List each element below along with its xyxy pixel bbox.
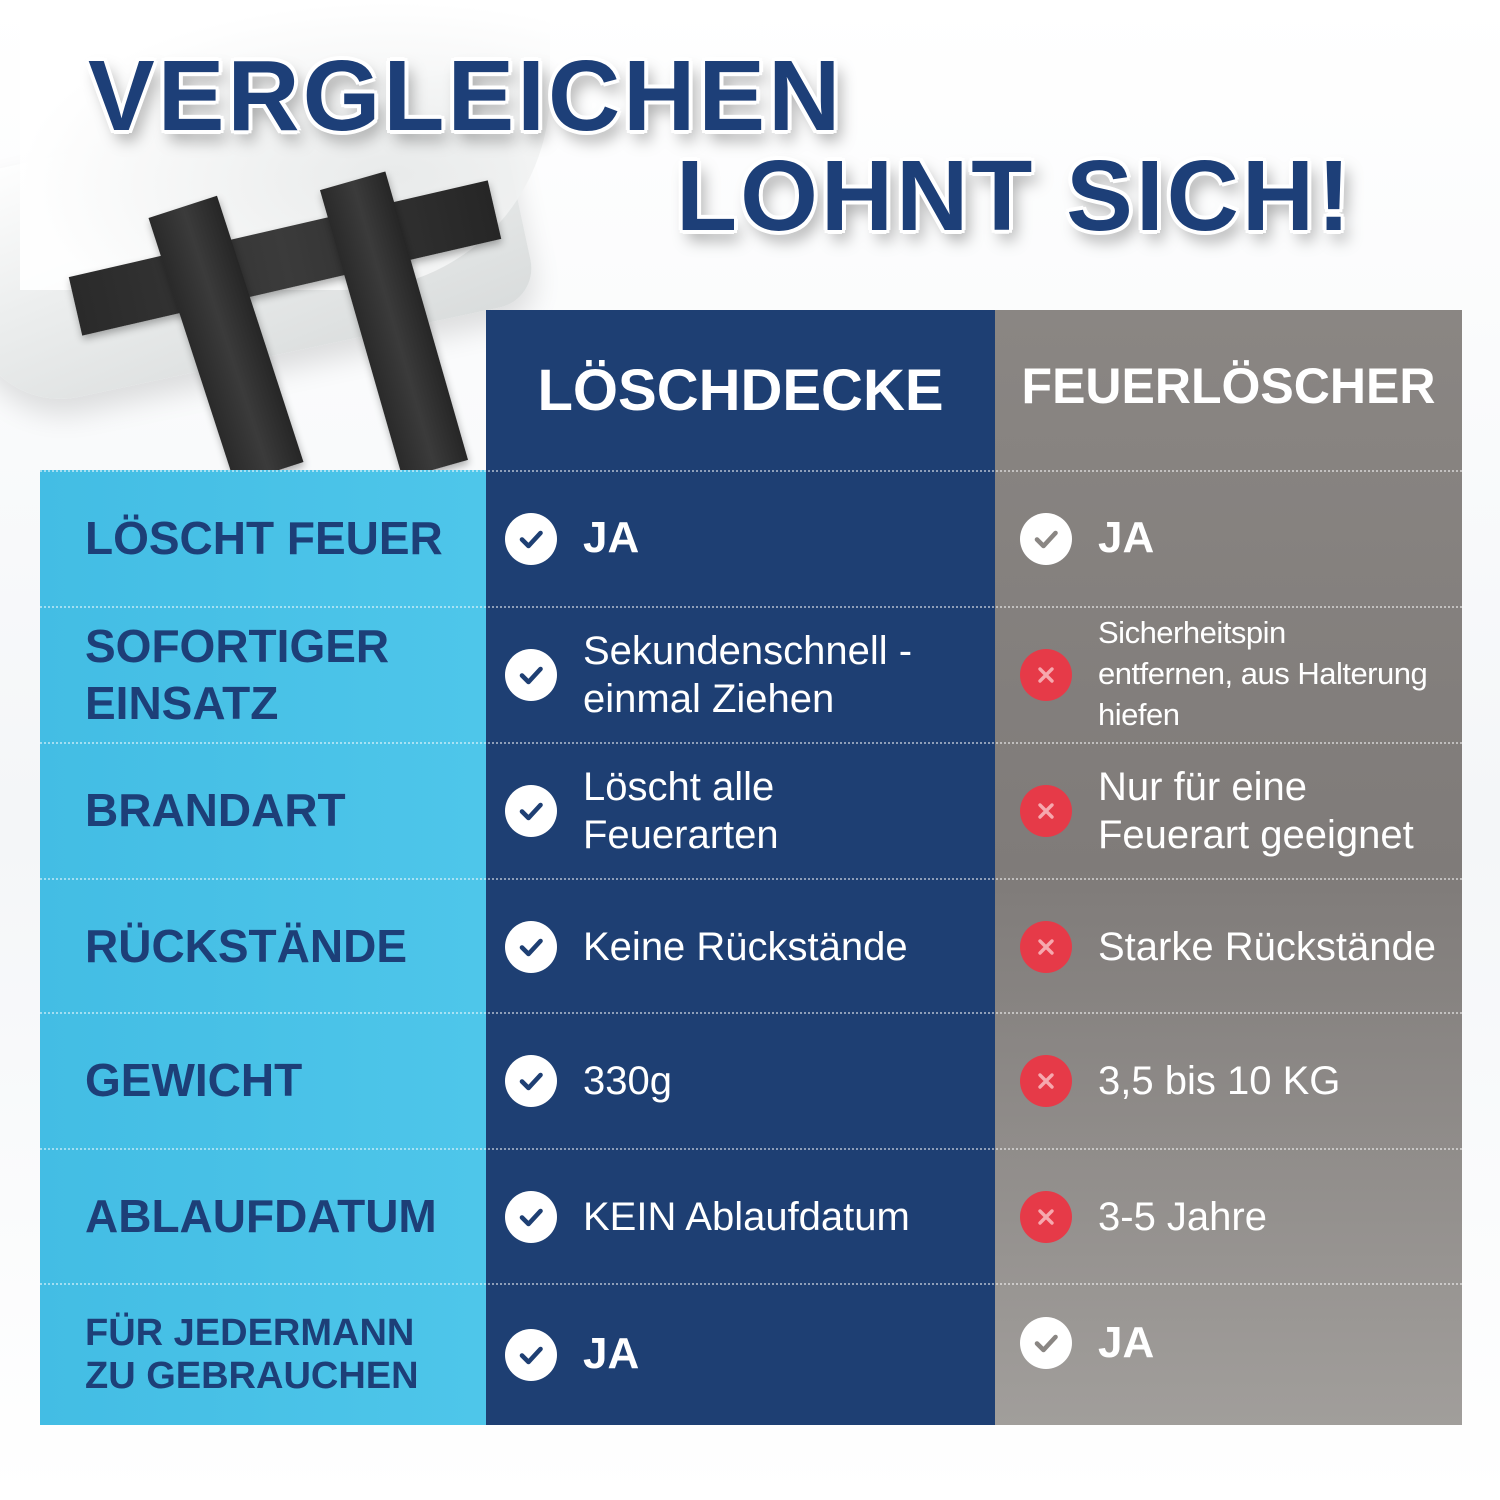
- check-icon: [505, 513, 557, 565]
- extinguisher-cell: [1020, 743, 1462, 878]
- blanket-cell: [505, 1013, 995, 1148]
- cross-icon: [1020, 921, 1072, 973]
- row-label: FÜR JEDERMANN ZU GEBRAUCHEN: [85, 1311, 419, 1397]
- cross-icon: [1020, 649, 1072, 701]
- extinguisher-cell: [1020, 1013, 1462, 1148]
- check-icon: [1020, 513, 1072, 565]
- check-icon: [505, 1191, 557, 1243]
- row-label: LÖSCHT FEUER: [85, 512, 443, 565]
- extinguisher-cell: [1020, 879, 1462, 1014]
- cell-text: Starke Rückstände: [1098, 924, 1436, 969]
- blanket-cell: [505, 879, 995, 1014]
- check-icon: [505, 921, 557, 973]
- cell-text: KEIN Ablaufdatum: [583, 1194, 910, 1239]
- extinguisher-cell: [1020, 1284, 1462, 1402]
- table-row: [40, 607, 1462, 742]
- headline-line-2: LOHNT SICH!: [676, 140, 1354, 252]
- table-row: [40, 743, 1462, 878]
- headline-line-1: VERGLEICHEN: [88, 40, 844, 152]
- row-label: SOFORTIGER EINSATZ: [85, 620, 390, 729]
- check-icon: [505, 1329, 557, 1381]
- cell-text: JA: [583, 1329, 640, 1379]
- cell-text: Sekundenschnell - einmal Ziehen: [583, 628, 913, 721]
- cell-text: JA: [1098, 1317, 1155, 1367]
- check-icon: [505, 1055, 557, 1107]
- column-header-blanket: LÖSCHDECKE: [537, 357, 944, 423]
- table-row: [40, 471, 1462, 606]
- blanket-cell: [505, 607, 995, 742]
- row-label: RÜCKSTÄNDE: [85, 920, 407, 973]
- table-row: [40, 1284, 1462, 1425]
- cell-text: JA: [1098, 513, 1155, 563]
- cross-icon: [1020, 1191, 1072, 1243]
- check-icon: [505, 649, 557, 701]
- extinguisher-cell: [1020, 471, 1462, 606]
- cross-icon: [1020, 785, 1072, 837]
- cross-icon: [1020, 1055, 1072, 1107]
- cell-text: Keine Rückstände: [583, 924, 908, 969]
- cell-text: Sicherheitspin entfernen, aus Halterung hiefen: [1098, 615, 1428, 732]
- cell-text: Nur für eine Feuerart geeignet: [1098, 764, 1414, 857]
- cell-text: Löscht alle Feuerarten: [583, 764, 779, 857]
- table-row: [40, 1013, 1462, 1148]
- row-label: ABLAUFDATUM: [85, 1190, 437, 1243]
- column-header-extinguisher: FEUERLÖSCHER: [1021, 358, 1436, 414]
- blanket-cell: [505, 743, 995, 878]
- blanket-cell: [505, 471, 995, 606]
- row-label: GEWICHT: [85, 1054, 303, 1107]
- check-icon: [505, 785, 557, 837]
- check-icon: [1020, 1317, 1072, 1369]
- table-row: [40, 1149, 1462, 1284]
- cell-text: 3,5 bis 10 KG: [1098, 1058, 1341, 1103]
- table-row: [40, 879, 1462, 1014]
- blanket-cell: [505, 1284, 995, 1425]
- row-label: BRANDART: [85, 784, 346, 837]
- cell-text: 3-5 Jahre: [1098, 1194, 1267, 1239]
- cell-text: JA: [583, 513, 640, 563]
- extinguisher-cell: [1020, 1149, 1462, 1284]
- extinguisher-cell: [1020, 607, 1462, 742]
- cell-text: 330g: [583, 1058, 672, 1103]
- blanket-cell: [505, 1149, 995, 1284]
